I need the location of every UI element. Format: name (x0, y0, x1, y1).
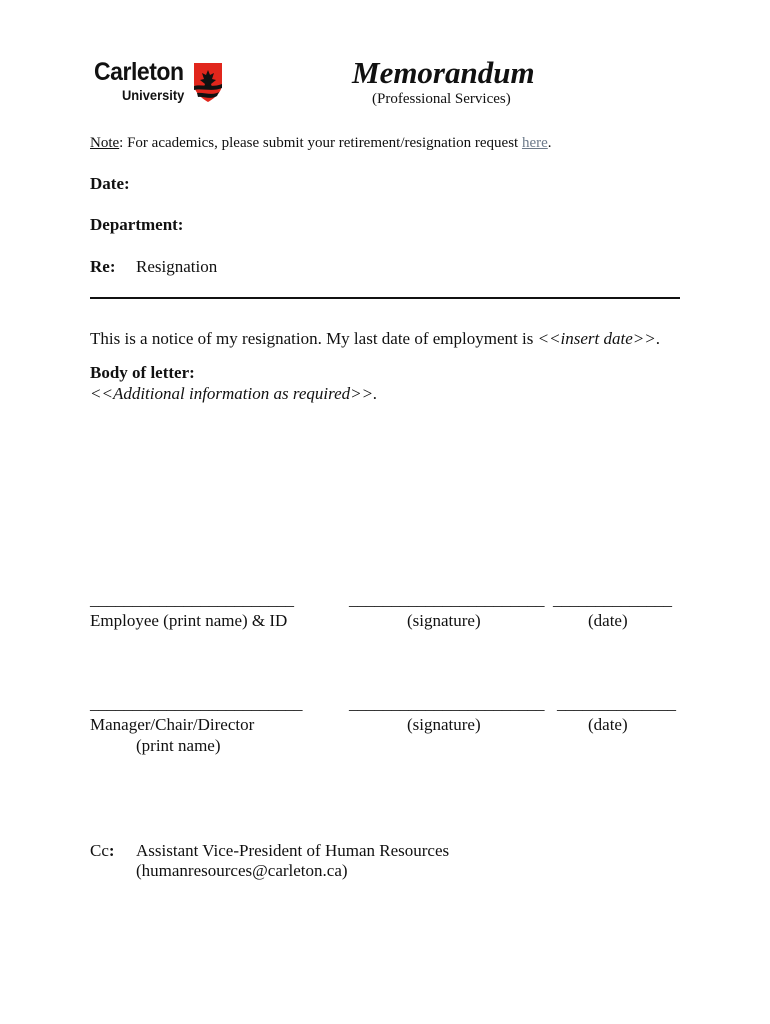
date-label: Date: (90, 174, 130, 193)
re-value: Resignation (136, 257, 218, 276)
resignation-notice (90, 329, 660, 349)
employee-date-label: (date) (588, 611, 628, 630)
cc-label-text: Cc (90, 841, 109, 860)
re-label: Re: (90, 257, 116, 276)
note-label: Note (90, 135, 120, 151)
employee-name-line: ________________________ (90, 590, 294, 609)
manager-name-line: _________________________ (90, 694, 303, 713)
shield-logo-icon (193, 62, 223, 106)
employee-signature-label: (signature) (407, 611, 481, 630)
academics-note (90, 135, 552, 152)
manager-date-line: ______________ (557, 694, 676, 713)
memo-subtitle: (Professional Services) (372, 91, 511, 107)
manager-name-label: Manager/Chair/Director (90, 715, 255, 734)
memo-title: Memorandum (352, 55, 535, 90)
cc-recipient: Assistant Vice-President of Human Resources (136, 841, 450, 860)
manager-signature-label: (signature) (407, 715, 481, 734)
department-label: Department: (90, 215, 184, 234)
manager-date-label: (date) (588, 715, 628, 734)
employee-date-line: ______________ (553, 590, 672, 609)
logo-wordmark: Carleton (94, 58, 184, 86)
body-placeholder: <<Additional information as required>>. (90, 384, 378, 403)
notice-end: . (655, 329, 660, 348)
manager-signature-line: _______________________ (349, 694, 545, 713)
note-text: : For academics, please submit your retirement/resignation request (119, 135, 522, 151)
insert-date-placeholder: <<insert date>> (537, 329, 656, 348)
employee-signature-line: _______________________ (349, 590, 545, 609)
header-divider (90, 297, 680, 299)
cc-email: (humanresources@carleton.ca) (136, 861, 348, 880)
note-end: . (547, 135, 552, 151)
manager-print-name-label: (print name) (136, 736, 221, 755)
cc-label (90, 841, 115, 861)
notice-text: This is a notice of my resignation. My last date of employment is (90, 329, 538, 348)
logo-subtitle: University (122, 87, 185, 103)
cc-colon: : (108, 841, 115, 860)
body-label: Body of letter: (90, 363, 195, 382)
employee-name-label: Employee (print name) & ID (90, 611, 288, 630)
here-link[interactable]: here (521, 135, 548, 151)
